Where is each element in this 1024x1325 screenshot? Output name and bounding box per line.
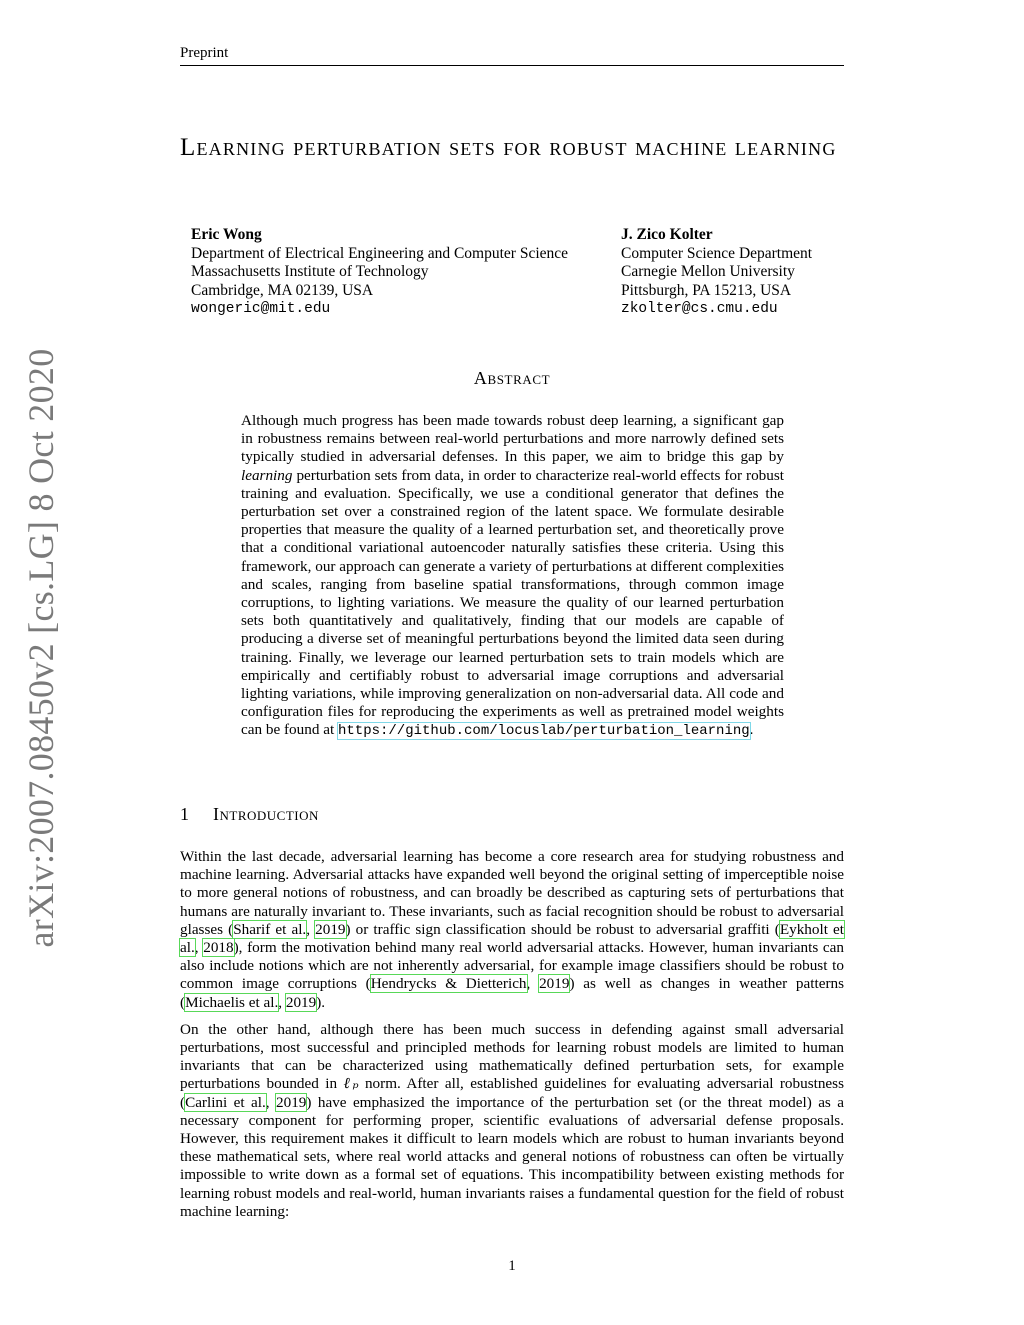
citation-link[interactable]: Eykholt et al.	[180, 920, 844, 957]
abstract-text: perturbation sets from data, in order to characterize real-world effects for robust training and evaluation. Specifically, we use a conditional generator that defines the perturbation set over a constrained region of the latent space. We formulate desirable properties that measure the quality of a learned perturbation set, and theoretically prove that a conditional variational autoencoder naturally satisfies these criteria. Using this framework, our approach can generate a variety of perturbations at different complexities and scales, ranging from baseline spatial transformations, through common image corruptions, to lighting variations. We measure the quality of our learned perturbation sets both quantitatively and qualitatively, finding that our models are capable of producing a diverse set of meaningful perturbations beyond the limited data seen during training. Finally, we leverage our learned perturbation sets to train models which are empirically and certifiably robust to adversarial image corruptions and adversarial lighting variations, while improving generalization on non-adversarial data. All code and configuration files for reproducing the experiments as well as pretrained model weights can be found at	[241, 466, 784, 739]
paper-title: Learning perturbation sets for robust machine learning	[180, 134, 837, 161]
citation-link[interactable]: 2018	[203, 939, 234, 957]
arxiv-sidebar	[18, 348, 64, 947]
citation-link[interactable]: 2019	[285, 993, 317, 1011]
abstract-text: Although much progress has been made towards robust deep learning, a significant gap in robustness remains between real-world perturbations and more narrowly defined sets typically studied in adversarial defenses. In this paper, we aim to bridge this gap by	[241, 412, 784, 466]
body-text: ) or traffic sign classification should be robust to adversarial graffiti (	[345, 920, 780, 938]
author-email[interactable]: zkolter@cs.cmu.edu	[621, 301, 778, 317]
author-affiliation: Pittsburgh, PA 15213, USA	[621, 281, 792, 299]
section-title: Introduction	[213, 804, 319, 824]
author-affiliation: Department of Electrical Engineering and Computer Science	[191, 244, 569, 262]
body-text: ) as well as changes in weather patterns (	[180, 975, 845, 1011]
code-link[interactable]: https://github.com/locuslab/perturbation_learning	[338, 723, 750, 740]
page-number: 1	[508, 1258, 516, 1274]
abstract-paragraph	[241, 412, 784, 741]
body-text: ,	[278, 993, 286, 1011]
body-text: ), form the motivation behind many real world adversarial attacks. However, human invariants can also include notions which are not inherently adversarial, for example image classifiers should be robust to common image corruptions (	[180, 939, 844, 993]
lp-norm-symbol: ℓₚ	[343, 1075, 359, 1093]
citation-link[interactable]: Carlini et al.	[185, 1093, 266, 1111]
citation-link[interactable]: 2019	[276, 1093, 307, 1111]
citation-link[interactable]: Hendrycks & Dietterich	[370, 975, 527, 993]
author-block-1	[191, 226, 568, 319]
section-number: 1	[180, 804, 189, 824]
body-text: ,	[306, 920, 316, 938]
section-heading	[180, 802, 844, 826]
citation-link[interactable]: 2019	[539, 975, 570, 993]
body-text: Within the last decade, adversarial learning has become a core research area for studying robustness and machine learning. Adversarial attacks have expanded well beyond the original setting of imperceptible noise to more general notions of robustness, and can broadly be described as capturing sets of perturbations that humans are naturally invariant to. These invariants, such as facial recognition should be robust to adversarial glasses (	[180, 848, 844, 938]
author-name: J. Zico Kolter	[621, 226, 713, 243]
author-block-2	[621, 226, 812, 319]
body-text: ) have emphasized the importance of the perturbation set (or the threat model) as a necessary component for performing proper, scientific evaluations of adversarial defense proposals. However, this requirement makes it difficult to learn models which are robust to human invariants beyond these mathematical sets, where real world attacks and general notions of robustness can often be virtually impossible to write down as a formal set of equations. This incompatibility between existing methods for learning robust models and real-world, human invariants raises a fundamental question for the field of robust machine learning:	[180, 1093, 844, 1220]
author-affiliation: Carnegie Mellon University	[621, 263, 795, 280]
citation-link[interactable]: Michaelis et al.	[185, 993, 279, 1011]
body-text: ).	[316, 993, 326, 1011]
citation-link[interactable]: 2019	[315, 920, 346, 938]
introduction-body	[180, 848, 844, 1230]
abstract-body	[241, 412, 784, 741]
body-text: norm. After all, established guidelines for evaluating adversarial robustness (	[180, 1075, 844, 1111]
abstract-heading: Abstract	[473, 368, 551, 388]
body-text: ,	[265, 1093, 277, 1111]
author-affiliation: Computer Science Department	[621, 244, 813, 262]
body-text: ,	[526, 975, 540, 993]
abstract-emphasis: learning	[241, 466, 293, 484]
body-text: On the other hand, although there has been much success in defending against small adversarial perturbations, most successful and principled methods for learning robust models are limited to human invariants that can be characterized using mathematically defined perturbation sets, for example perturbations bounded in	[180, 1020, 844, 1093]
citation-link[interactable]: Sharif et al.	[233, 920, 307, 938]
intro-paragraph-1	[180, 848, 844, 1012]
arxiv-identifier: arXiv:2007.08450v2 [cs.LG] 8 Oct 2020	[21, 348, 61, 947]
author-affiliation: Massachusetts Institute of Technology	[191, 263, 429, 280]
intro-paragraph-2	[180, 1021, 844, 1221]
author-name: Eric Wong	[191, 226, 262, 243]
author-affiliation: Cambridge, MA 02139, USA	[191, 281, 374, 299]
body-text: ,	[194, 939, 204, 957]
running-header: Preprint	[180, 44, 844, 66]
author-email[interactable]: wongeric@mit.edu	[191, 301, 331, 317]
abstract-text: .	[749, 721, 754, 739]
